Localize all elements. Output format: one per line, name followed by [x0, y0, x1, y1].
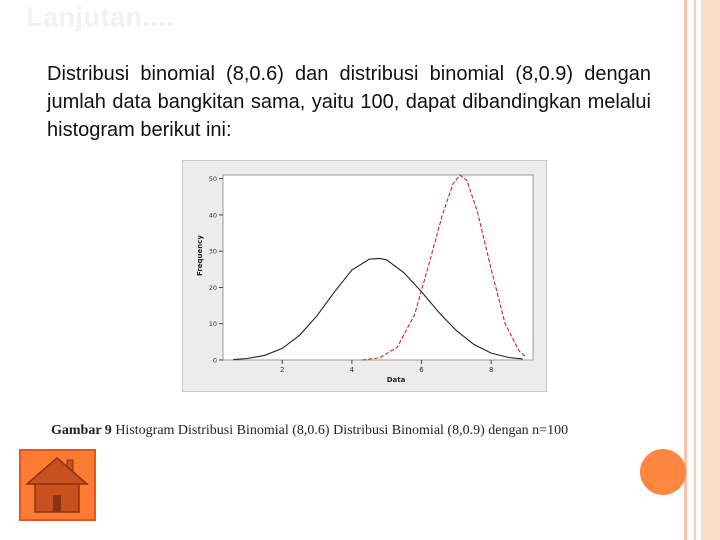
frame-stripe-middle [694, 0, 696, 540]
home-button[interactable] [19, 449, 96, 521]
home-icon [21, 451, 94, 519]
figure-caption [51, 423, 671, 439]
x-tick-label: 2 [279, 366, 285, 374]
slide-title: Lanjutan.... [26, 2, 175, 32]
x-tick-label: 6 [419, 366, 424, 374]
y-axis-label: Frequency [196, 235, 204, 276]
caption-label: Gambar 9 [51, 423, 112, 438]
right-decorative-frame [684, 0, 720, 540]
x-tick-label: 4 [349, 366, 355, 374]
frame-stripe-outer [684, 0, 687, 540]
x-tick-label: 8 [488, 366, 494, 374]
binomial-histogram-chart [182, 160, 547, 392]
caption-text: Histogram Distribusi Binomial (8,0.6) Distribusi Binomial (8,0.9) dengan n=100 [111, 423, 569, 438]
body-paragraph: Distribusi binomial (8,0.6) dan distribusi binomial (8,0.9) dengan jumlah data bangkitan sama, yaitu 100, dapat dibandingkan melalui histogram berikut ini: [47, 63, 651, 141]
x-axis-label: Data [386, 376, 406, 384]
y-tick-label: 20 [208, 283, 217, 292]
frame-stripe-inner [701, 0, 720, 540]
plot-area [223, 175, 533, 360]
y-tick-label: 50 [208, 175, 217, 184]
chart-svg [183, 161, 548, 393]
y-tick-label: 40 [208, 211, 217, 220]
y-tick-label: 10 [208, 320, 217, 329]
y-tick-label: 30 [208, 247, 217, 256]
y-tick-label: 0 [212, 356, 217, 365]
decorative-circle-icon [640, 449, 686, 495]
